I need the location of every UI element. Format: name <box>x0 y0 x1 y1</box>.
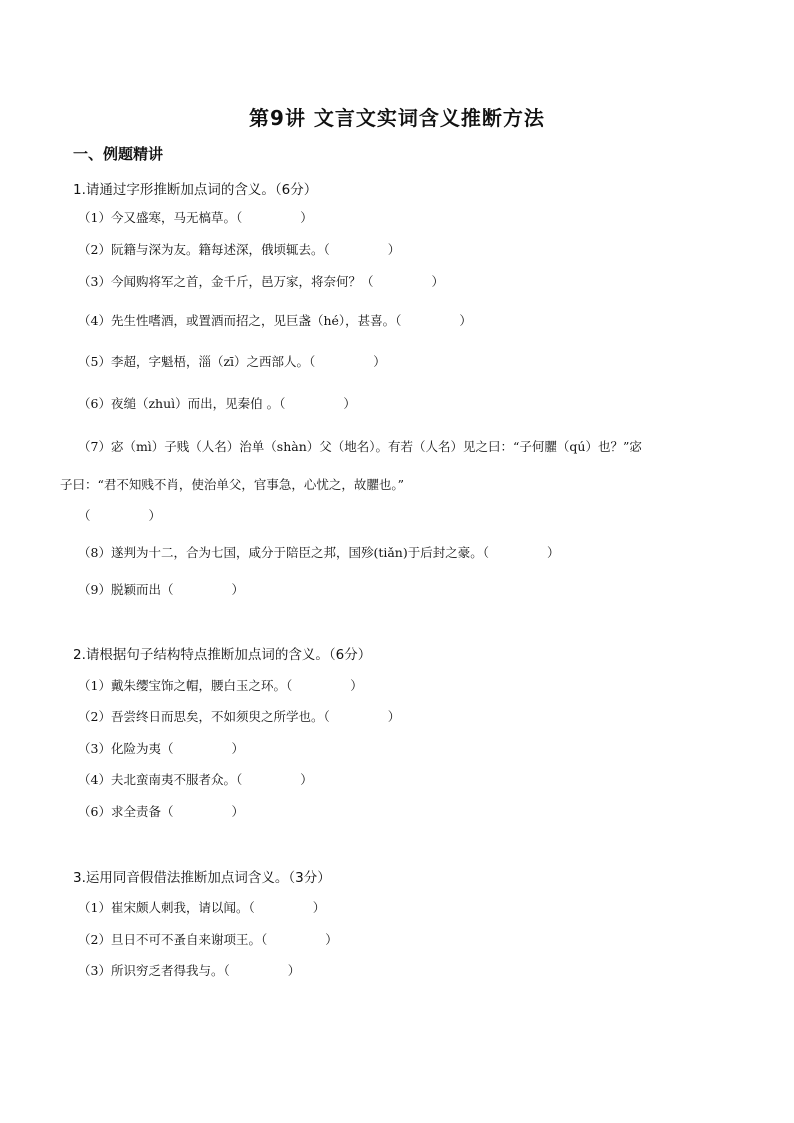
question-2-item: （1）戴朱缨宝饰之帽，腰白玉之环。（ ） <box>78 678 363 693</box>
page-title: 第9讲 文言文实词含义推断方法 <box>249 106 545 130</box>
section-heading: 一、例题精讲 <box>73 145 164 163</box>
question-2-item: （4）夫北蛮南夷不服者众。（ ） <box>78 772 313 787</box>
question-1-item: （8）遂判为十二，合为七国，咸分于陪臣之邦，国殄(tiǎn)于后封之豪。（ ） <box>78 545 560 560</box>
question-1-item: （3）今闻购将军之首，金千斤，邑万家，将奈何？（ ） <box>78 274 444 289</box>
question-3-item: （1）崔宋颇人刺我，请以闻。（ ） <box>78 900 326 915</box>
question-2-item: （3）化险为夷（ ） <box>78 741 244 756</box>
question-2-item: （6）求全责备（ ） <box>78 804 244 819</box>
question-1-item: （7）宓（mì）子贱（人名）治单（shàn）父（地名）。有若（人名）见之曰：“子何臞（qú）也？”宓 <box>78 439 642 454</box>
question-3-item: （3）所识穷乏者得我与。（ ） <box>78 963 301 978</box>
question-1-heading: 1.请通过字形推断加点词的含义。（6分） <box>73 182 318 198</box>
question-3-item: （2）旦日不可不蚤自来谢项王。（ ） <box>78 932 338 947</box>
question-1-item-continued: 子曰：“君不知贱不肖，使治单父，官事急，心忧之，故臞也。” <box>60 477 405 492</box>
question-1-item: （2）阮籍与深为友。籍每述深，俄顷辄去。（ ） <box>78 242 401 257</box>
question-3-heading: 3.运用同音假借法推断加点词含义。（3分） <box>73 870 331 886</box>
question-1-item: （5）李超，字魁梧，淄（zī）之西部人。（ ） <box>78 354 386 369</box>
question-2-item: （2）吾尝终日而思矣，不如须臾之所学也。（ ） <box>78 709 401 724</box>
question-1-item: （9）脱颖而出（ ） <box>78 582 244 597</box>
answer-blank: （ ） <box>78 508 162 523</box>
question-1-item: （4）先生性嗜酒，或置酒而招之，见巨盏（hé），甚喜。（ ） <box>78 313 472 328</box>
question-2-heading: 2.请根据句子结构特点推断加点词的含义。（6分） <box>73 647 372 663</box>
question-1-item: （6）夜缒（zhuì）而出，见秦伯 。（ ） <box>78 396 356 411</box>
question-1-item: （1）今又盛寒，马无槁草。（ ） <box>78 210 313 225</box>
